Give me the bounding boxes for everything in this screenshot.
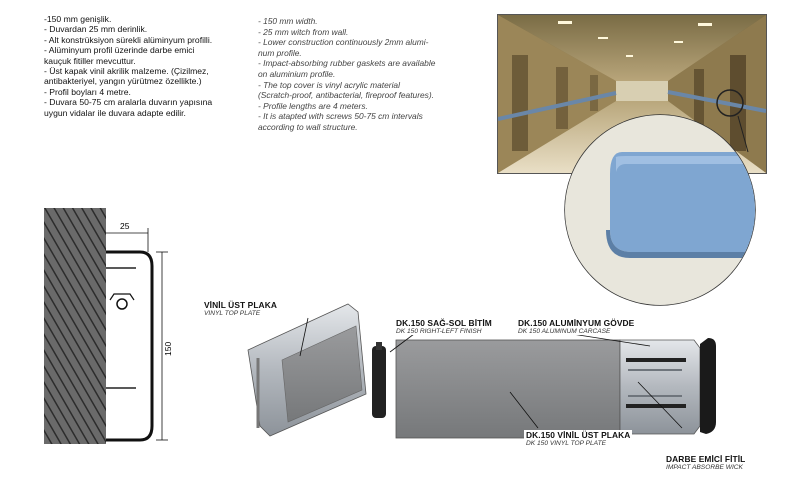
depth-dimension-label: 25 <box>120 221 130 231</box>
callout-subtitle: DK 150 ALUMINUM CARCASE <box>518 328 611 335</box>
callout-title: DK.150 SAĞ-SOL BİTİM <box>396 318 492 328</box>
spec-item: - It is atapted with screws 50-75 cm intervals according to wall structure. <box>258 111 423 132</box>
aluminium-carcase-part <box>620 340 700 434</box>
end-cap-right <box>700 338 716 434</box>
vinyl-profile-closeup <box>610 152 768 252</box>
callout-title: DK.150 ALUMİNYUM GÖVDE <box>518 318 635 328</box>
spec-item: - The top cover is vinyl acrylic material (Scratch-proof, antibacterial, fireproof features). <box>258 79 434 101</box>
spec-item: - Üst kapak vinil akrilik malzeme. (Çizilmez, antibakteriyel, yangın yürütmez özellikte.) <box>44 66 209 87</box>
callout-subtitle: DK 150 VINYL TOP PLATE <box>526 440 607 447</box>
spec-item: - Lower construction continuously 2mm alumi- num profile. <box>258 37 429 58</box>
callout-impact-wick <box>664 454 747 471</box>
section-drawing <box>44 208 174 444</box>
callout-subtitle: VINYL TOP PLATE <box>204 310 261 317</box>
spec-item: - Impact-absorbing rubber gaskets are available on aluminium profile. <box>258 58 436 79</box>
height-dimension-label: 150 <box>163 341 173 356</box>
end-cap-left <box>372 346 386 418</box>
wall-hatch <box>44 208 106 444</box>
callout-right-left-finish <box>394 318 494 335</box>
callout-title: DARBE EMİCİ FİTİL <box>666 454 746 464</box>
spec-item: -150 mm genişlik. <box>44 14 112 24</box>
callout-subtitle: IMPACT ABSORBE WICK <box>666 464 743 471</box>
callout-vinyl-top-plate <box>202 300 279 317</box>
callout-vinyl-plate <box>524 430 632 447</box>
english-spec-list <box>258 16 463 133</box>
vinyl-plate-part <box>396 340 620 438</box>
turkish-spec-list <box>44 14 264 118</box>
spec-item: - 25 mm witch from wall. <box>258 26 349 37</box>
spec-item: - Alt konstrüksiyon sürekli alüminyum profilli. <box>44 34 213 45</box>
spec-item: - Duvardan 25 mm derinlik. <box>44 24 148 35</box>
spec-item: - Duvara 50-75 cm aralarla duvarın yapısına uygun vidalar ile duvara adapte edilir. <box>44 97 213 118</box>
spec-item: - Profil boyları 4 metre. <box>44 86 131 97</box>
spec-item: - Profile lengths are 4 meters. <box>258 100 368 111</box>
callout-aluminium-carcase <box>516 318 636 335</box>
magnified-profile-detail <box>552 112 768 308</box>
callout-title: DK.150 VİNİL ÜST PLAKA <box>526 430 631 440</box>
profile-outline <box>106 252 152 440</box>
magnifier-link-line <box>738 116 748 152</box>
callout-title: VİNİL ÜST PLAKA <box>204 300 278 310</box>
exploded-assembly <box>230 286 750 456</box>
spec-item: - Alüminyum profil üzerinde darbe emici kauçuk fitiller mevcuttur. <box>44 45 195 66</box>
callout-subtitle: DK 150 RIGHT-LEFT FINISH <box>396 328 482 335</box>
spec-item: - 150 mm width. <box>258 16 318 26</box>
